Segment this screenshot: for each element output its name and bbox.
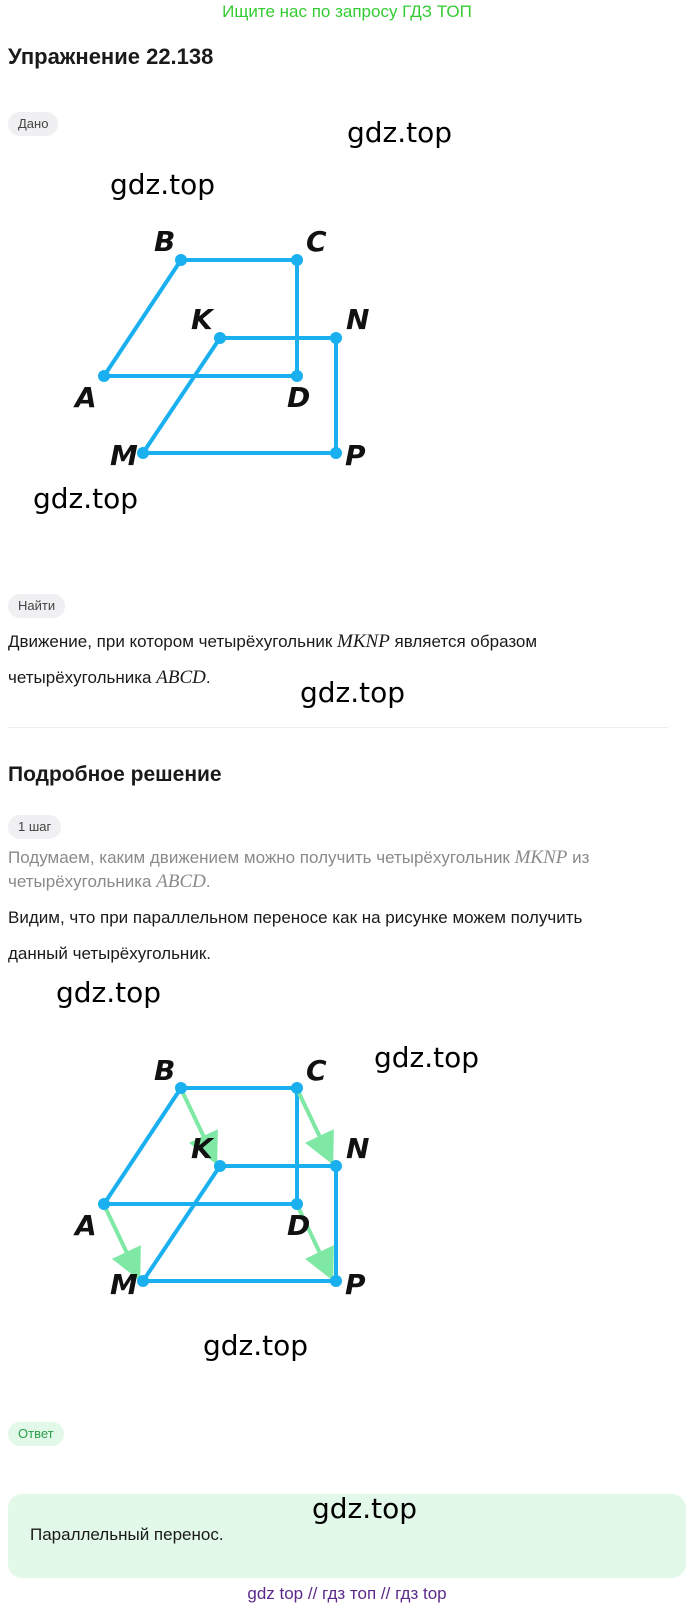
watermark: gdz.top <box>203 1329 309 1362</box>
label-k: K <box>191 303 213 336</box>
footer-links <box>0 1584 694 1604</box>
point-m <box>137 447 149 459</box>
answer-section <box>8 1422 64 1446</box>
arrow-am <box>106 1209 135 1270</box>
step-text-2: данный четырёхугольник. <box>8 944 211 963</box>
step-gray-3: четырёхугольника <box>8 872 152 891</box>
find-text-2: является образом <box>394 632 538 651</box>
math-abcd: ABCD <box>156 871 206 892</box>
section-divider <box>8 727 668 728</box>
label-a: A <box>75 1209 97 1242</box>
step-gray-1: Подумаем, каким движением можно получить четырёхугольник <box>8 848 510 867</box>
edge-mk <box>143 338 220 453</box>
point-p <box>330 1275 342 1287</box>
label-n: N <box>346 1132 370 1165</box>
find-text-4: . <box>205 668 211 687</box>
point-a <box>98 1198 110 1210</box>
point-n <box>330 1160 342 1172</box>
watermark: gdz.top <box>300 676 406 709</box>
step-text <box>8 900 688 972</box>
watermark: gdz.top <box>33 482 139 515</box>
solution-title: Подробное решение <box>8 763 222 786</box>
point-c <box>291 254 303 266</box>
step-gray-4: . <box>205 872 211 891</box>
point-b <box>175 254 187 266</box>
given-figure <box>0 0 694 560</box>
footer-link-gdz-top[interactable]: gdz top <box>247 1584 304 1603</box>
math-mknp: MKNP <box>514 847 568 868</box>
point-m <box>137 1275 149 1287</box>
point-p <box>330 447 342 459</box>
footer-link-gdz-top-ru[interactable]: гдз топ <box>322 1584 377 1603</box>
watermark: gdz.top <box>56 976 162 1009</box>
answer-badge: Ответ <box>8 1422 64 1446</box>
edge-ab <box>104 1088 181 1204</box>
solution-figure <box>0 1000 694 1340</box>
label-a: A <box>75 381 97 414</box>
step-badge: 1 шаг <box>8 815 61 839</box>
watermark: gdz.top <box>347 116 453 149</box>
footer-link-gdz-top-mixed[interactable]: гдз top <box>395 1584 447 1603</box>
point-b <box>175 1082 187 1094</box>
find-badge: Найти <box>8 594 65 618</box>
footer-separator: // <box>307 1584 318 1603</box>
watermark: gdz.top <box>312 1492 418 1525</box>
label-b: B <box>154 225 176 258</box>
footer-separator: // <box>380 1584 391 1603</box>
label-d: D <box>287 1209 311 1242</box>
point-c <box>291 1082 303 1094</box>
exercise-title: Упражнение 22.138 <box>8 44 214 69</box>
find-text-1: Движение, при котором четырёхугольник <box>8 632 333 651</box>
label-p: P <box>345 1268 366 1301</box>
label-c: C <box>306 1054 327 1087</box>
answer-text: Параллельный перенос. <box>30 1525 224 1544</box>
point-a <box>98 370 110 382</box>
given-badge: Дано <box>8 112 58 136</box>
label-m: M <box>110 439 138 472</box>
step-gray-2: из <box>572 848 590 867</box>
arrow-cn <box>299 1093 328 1154</box>
watermark: gdz.top <box>110 168 216 201</box>
label-k: K <box>191 1132 213 1165</box>
watermark: gdz.top <box>374 1041 480 1074</box>
edge-ab <box>104 260 181 376</box>
label-n: N <box>346 303 370 336</box>
step-text-1: Видим, что при параллельном переносе как на рисунке можем получить <box>8 908 583 927</box>
label-p: P <box>345 439 366 472</box>
find-section <box>8 594 65 618</box>
label-m: M <box>110 1268 138 1301</box>
step-section <box>8 815 61 839</box>
label-c: C <box>306 225 327 258</box>
point-n <box>330 332 342 344</box>
top-banner: Ищите нас по запросу ГДЗ ТОП <box>222 2 472 21</box>
math-abcd: ABCD <box>156 667 206 688</box>
find-text-3: четырёхугольника <box>8 668 152 687</box>
label-b: B <box>154 1054 176 1087</box>
step-gray-text <box>8 846 688 894</box>
point-k <box>214 332 226 344</box>
label-d: D <box>287 381 311 414</box>
point-k <box>214 1160 226 1172</box>
edge-mk <box>143 1166 220 1281</box>
math-mknp: MKNP <box>337 631 390 652</box>
